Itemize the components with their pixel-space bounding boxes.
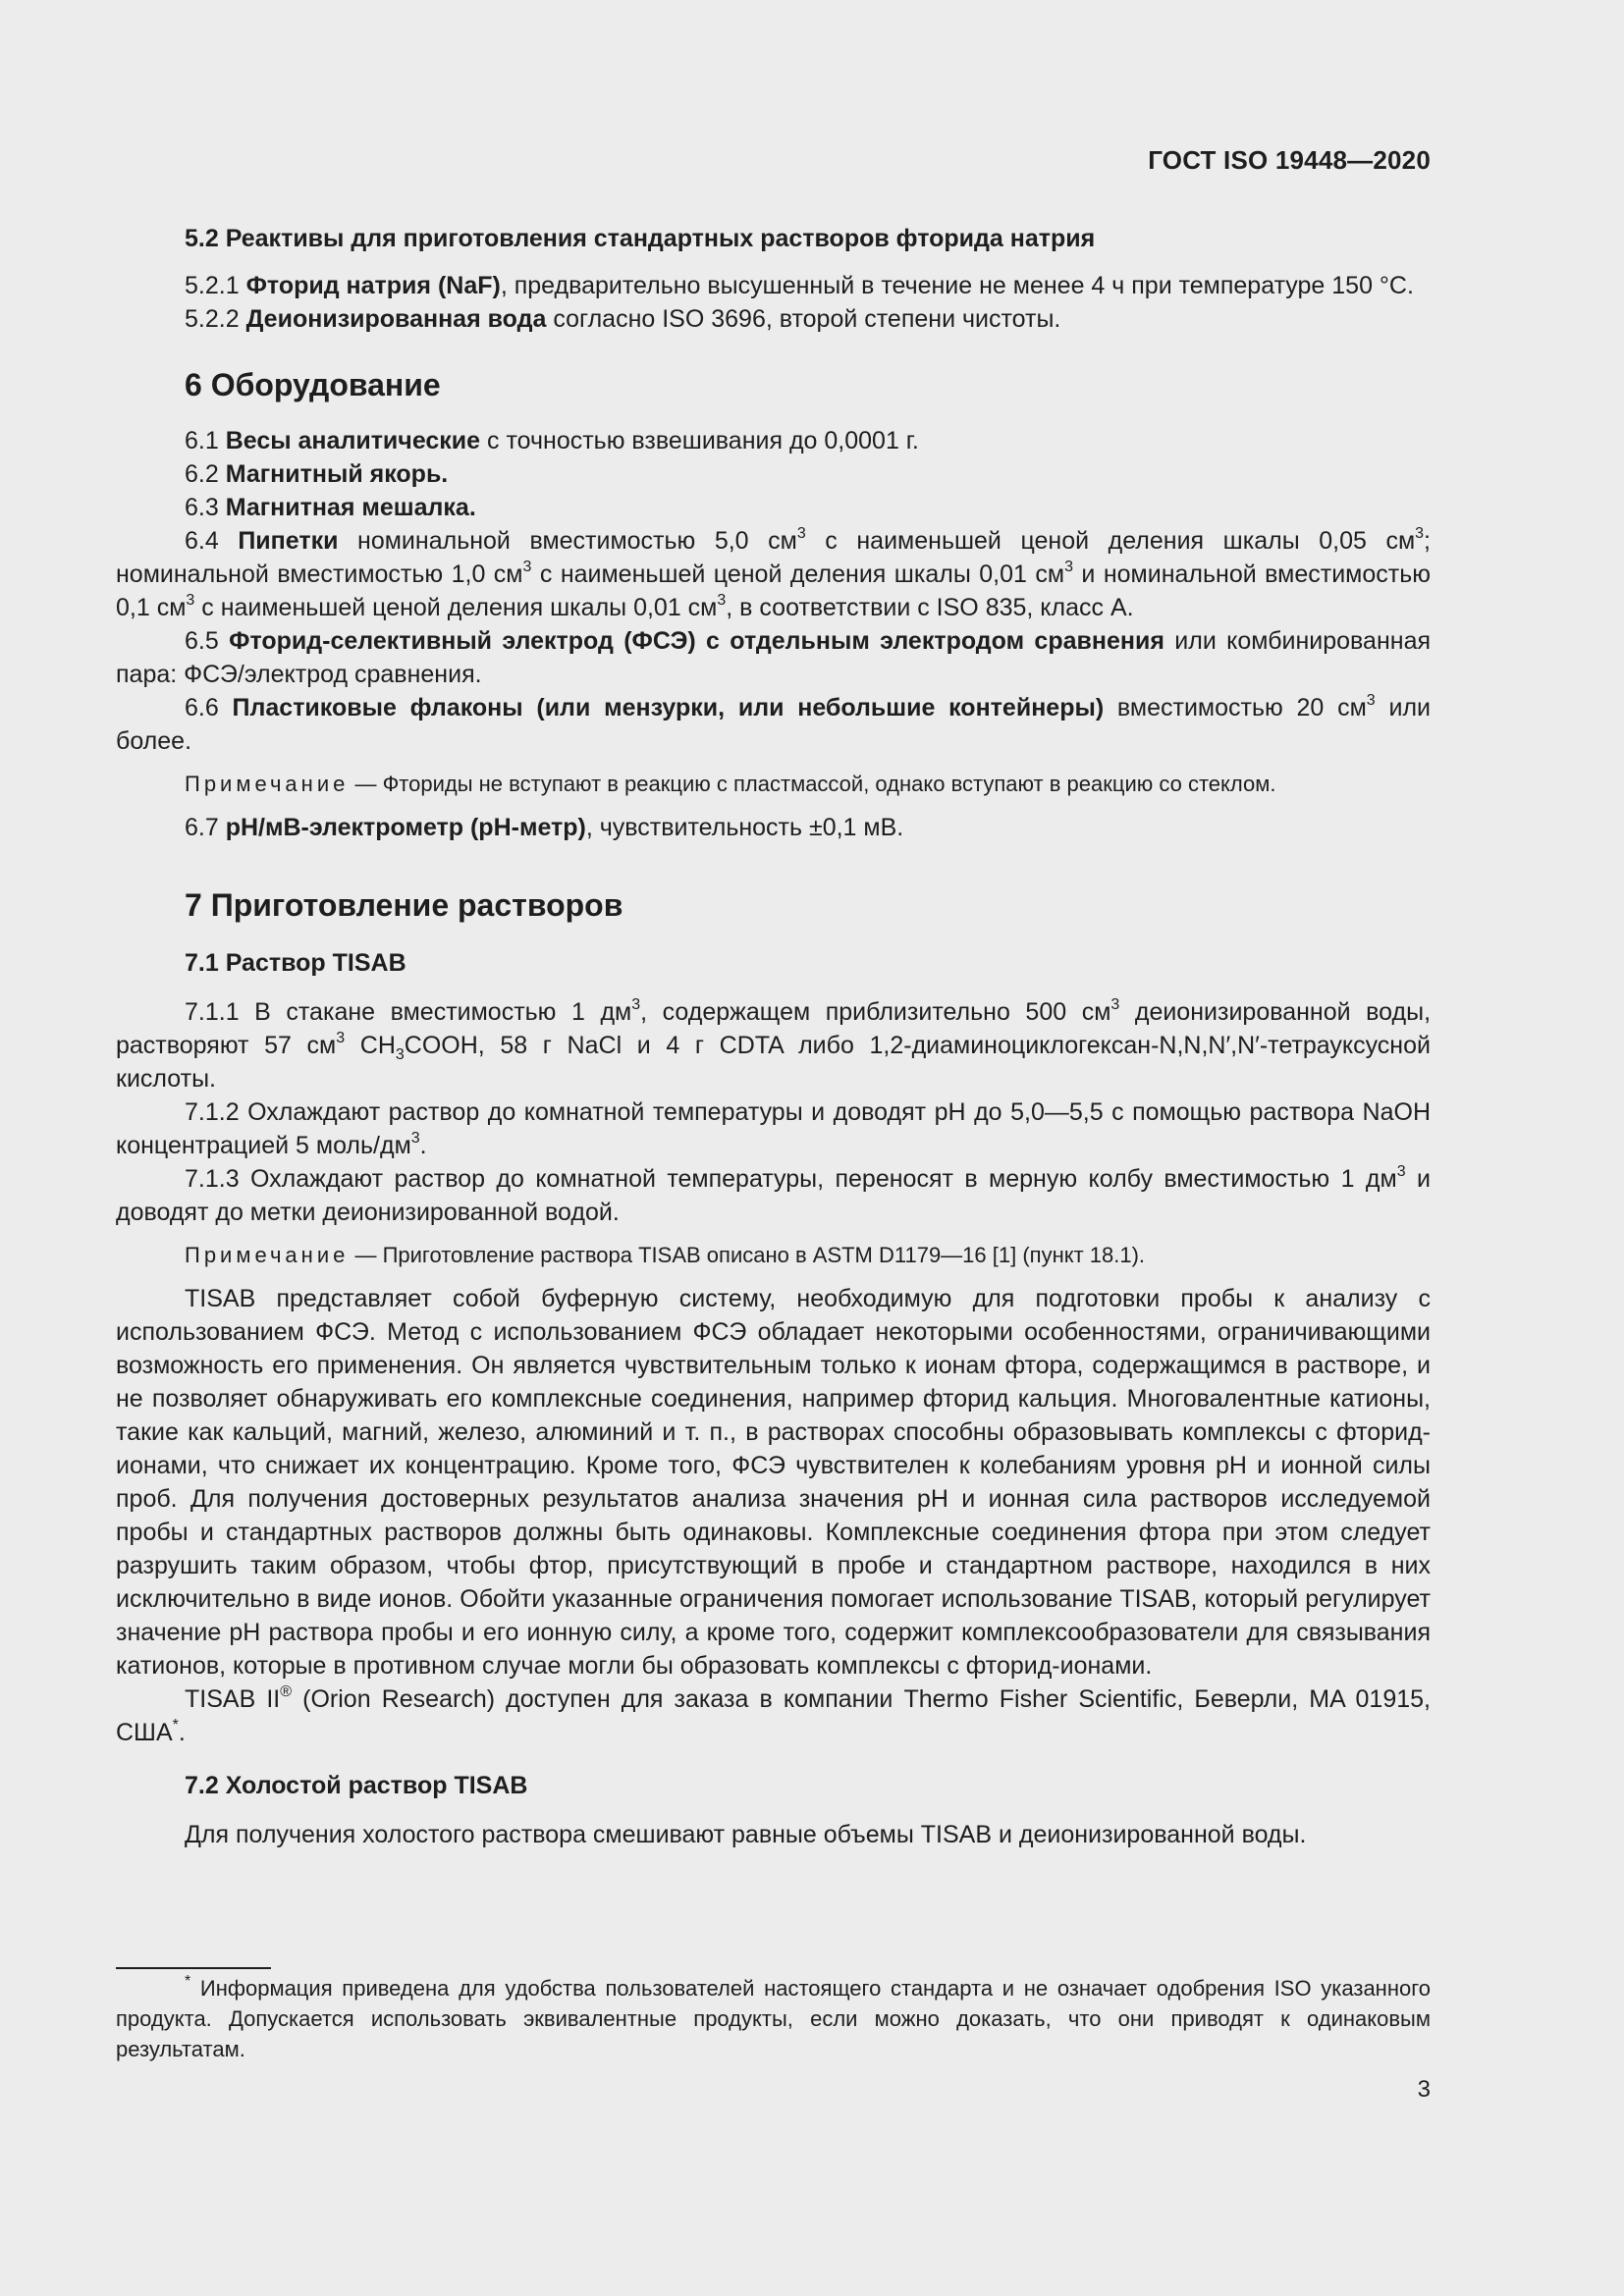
- clause-7-1-3: 7.1.3 Охлаждают раствор до комнатной температуры, переносят в мерную колбу вместимостью 1 $дм^3$ и доводят до метки деионизированной водой.: [116, 1162, 1431, 1226]
- clause-7-1-1: 7.1.1 В стакане вместимостью 1 $дм^3$, содержащем приблизительно 500 $см^3$ деионизированной воды, растворяют 57 $см^3$ $CH_3COOH$, 58 г NaCl и 4 г CDTA либо 1,2-диаминоциклогексан-N,N,N′,N′-тетрауксусной кислоты.: [116, 995, 1432, 1093]
- clause-6-5: 6.5 Фторид-селективный электрод (ФСЭ) с отдельным электродом сравнения или комбинированная пара: ФСЭ/электрод сравнения.: [116, 627, 1432, 688]
- clause-6-3: 6.3 Магнитная мешалка.: [185, 494, 476, 521]
- clause-5-2-1: 5.2.1 Фторид натрия (NaF), предварительно высушенный в течение не менее 4 ч при температуре 150 °С.: [185, 272, 1414, 299]
- section-7-2-title: 7.2 Холостой раствор TISAB: [185, 1772, 528, 1799]
- clause-6-6: 6.6 Пластиковые флаконы (или мензурки, или небольшие контейнеры) вместимостью 20 $см^3$ или более.: [116, 691, 1431, 755]
- section-5-2-title: 5.2 Реактивы для приготовления стандартных растворов фторида натрия: [185, 225, 1096, 252]
- clause-6-2: 6.2 Магнитный якорь.: [185, 460, 449, 488]
- footnote: [116, 1973, 1431, 2064]
- clause-7-1-2: 7.1.2 Охлаждают раствор до комнатной температуры и доводят рН до 5,0—5,5 с помощью раствора NaOH концентрацией 5 моль/$дм^3$.: [116, 1098, 1431, 1159]
- section-6-title: 6 Оборудование: [185, 367, 441, 402]
- footnote-text: Информация приведена для удобства пользователей настоящего стандарта и не означает одобрения ISO указанного продукта. Допускается использовать эквивалентные продукты, если можно доказать, что они приводят к одинаковым результатам.: [116, 1976, 1431, 2061]
- footnote-divider: [116, 1967, 271, 1969]
- section-7-title: 7 Приготовление растворов: [185, 887, 623, 923]
- section-7-1-title: 7.1 Раствор TISAB: [185, 949, 406, 977]
- clause-6-1: 6.1 Весы аналитические с точностью взвешивания до 0,0001 г.: [185, 427, 919, 454]
- clause-6-4: 6.4 Пипетки номинальной вместимостью 5,0 $см^3$ с наименьшей ценой деления шкалы 0,05 $см^3$; номинальной вместимостью 1,0 $см^3$ с наименьшей ценой деления шкалы 0,01 $см^3$ и номинальной вместимостью 0,1 $см^3$ с наименьшей ценой деления шкалы 0,01 $см^3$, в соответствии с ISO 835, класс А.: [116, 524, 1431, 621]
- note-7-1: Примечание — Приготовление раствора TISAB описано в ASTM D1179—16 [1] (пункт 18.1).: [185, 1243, 1146, 1267]
- page-number: 3: [1417, 2076, 1431, 2103]
- clause-5-2-2: 5.2.2 Деионизированная вода согласно ISO 3696, второй степени чистоты.: [185, 305, 1061, 333]
- clause-7-2: Для получения холостого раствора смешивают равные объемы TISAB и деионизированной воды.: [185, 1821, 1307, 1848]
- tisab-description: TISAB представляет собой буферную систему, необходимую для подготовки пробы к анализу с использованием ФСЭ. Метод с использованием ФСЭ обладает некоторыми особенностями, ограничивающими возможность его применения. Он является чувствительным только к ионам фтора, содержащимся в растворе, и не позволяет обнаруживать его комплексные соединения, например фторид кальция. Многовалентные катионы, такие как кальций, магний, железо, алюминий и т. п., в растворах способны образовывать комплексы с фторид-ионами, что снижает их концентрацию. Кроме того, ФСЭ чувствителен к колебаниям уровня рН и ионной силы проб. Для получения достоверных результатов анализа значения рН и ионная сила растворов исследуемой пробы и стандартных растворов должны быть одинаковы. Комплексные соединения фтора при этом следует разрушить таким образом, чтобы фтор, присутствующий в пробе и стандартном растворе, находился в них исключительно в виде ионов. Обойти указанные ограничения помогает использование TISAB, который регулирует значение рН раствора пробы и его ионную силу, а кроме того, содержит комплексообразователи для связывания катионов, которые в противном случае могли бы образовать комплексы с фторид-ионами.: [116, 1285, 1431, 1680]
- clause-6-7: 6.7 рН/мВ-электрометр (рН-метр), чувствительность ±0,1 мВ.: [185, 814, 904, 841]
- page-body: [116, 222, 1431, 1851]
- note-6-6: Примечание — Фториды не вступают в реакцию с пластмассой, однако вступают в реакцию со стеклом.: [185, 772, 1276, 796]
- tisab-ii-availability: TISAB II® (Orion Research) доступен для заказа в компании Thermo Fisher Scientific, Беверли, MA 01915, США*.: [116, 1682, 1431, 1746]
- standard-header: ГОСТ ISO 19448—2020: [1148, 145, 1431, 175]
- footnote-marker: *: [185, 1972, 191, 1990]
